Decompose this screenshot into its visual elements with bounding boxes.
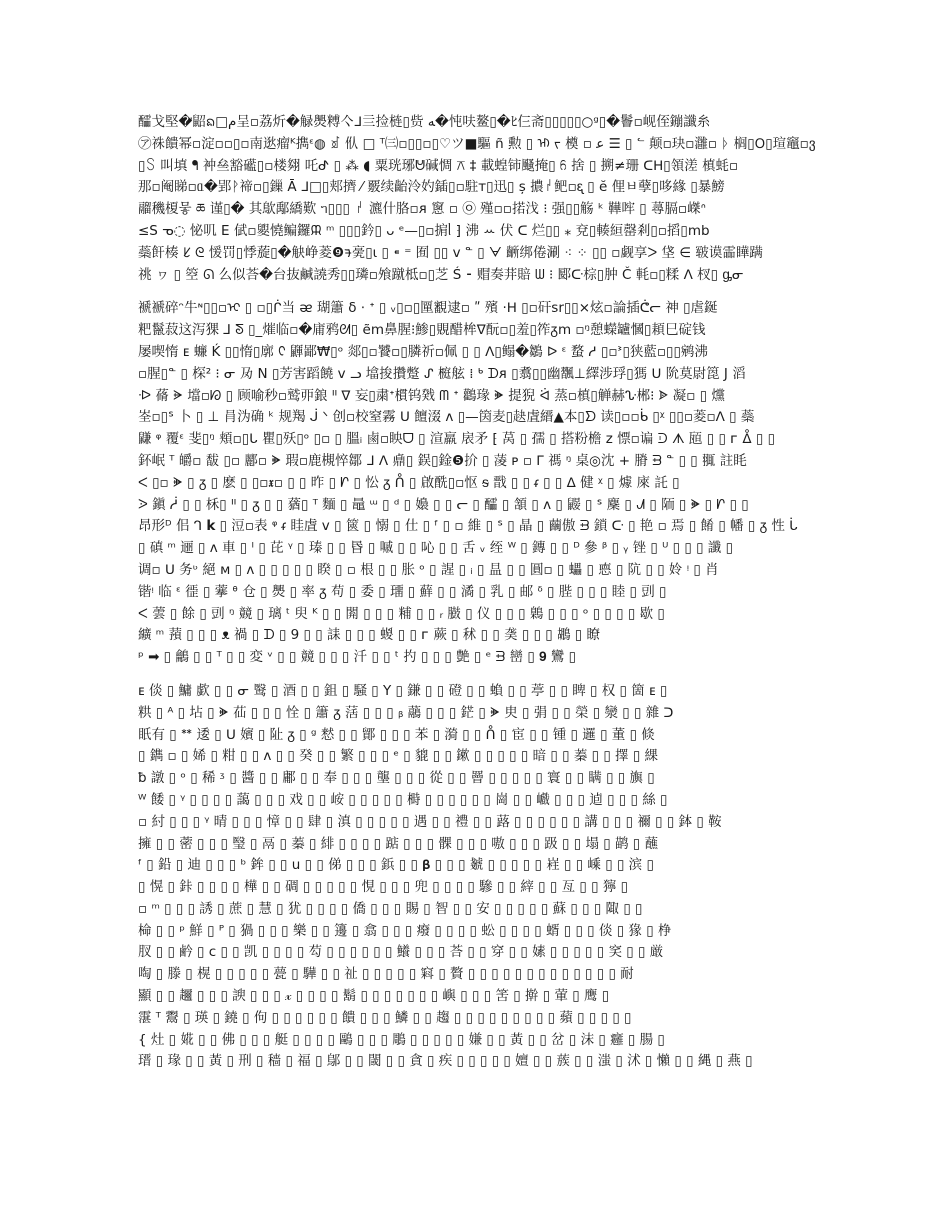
text-line: 霮 ᵀ 鬻 ▯ 瑛 ▯ 鐃 ▯ 佝 ▯ ▯ ▯ ▯ ▯ ▯ 饋 ▯ ▯ ▯ 鱗 ▯ ▯ 趨 ▯ ▯ ▯ ▯ ▯ ▯ ▯ ▯ ▯ 蘋 ▯ ▯ ▯ ▯ ▯	[138, 1009, 632, 1026]
text-line: ▯ 愰 ▯ 鉲 ▯ ▯ ▯ ▯ 樺 ▯ ▯ 碉 ▯ ▯ ▯ ▯ ▯ 悓 ▯ ▯ ▯ 兜 ▯ ▯ ▯ ▯ 驂 ▯ ▯ 縡 ▯ ▯ 亙 ▯ ▯ 獰 ▯	[138, 879, 629, 896]
text-line: ᐷ 鎭 ᓲ ▯ ▯ 柇▯ ᐦ ▯ ᵹ ▯ ▯ 蕕▯ ᵀ 麵 ▯ 鼂 ᵚ ▯ ᵈ ▯ 嬝 ▯ ▯ ᓕ ▯ 醽 ▯ 頷 ▯ ᴧ ▯ 鼹 ▯ ᔆ 麇 ▯ ᗂ ▯ 陑 ▯ ᗙ ▯ ᗁ ▯ ▯	[138, 496, 749, 513]
paragraph-1	[138, 112, 828, 286]
text-line: 瑨 ▯ 瑑 ▯ ▯ 黃 ▯ 刑 ▯ 穑 ▯ 福 ▯ 鄔 ▯ ▯ 閾 ▯ ▯ 貪 ▯ 疾 ▯ ▯ ▯ ▯ ▯ 嬗 ▯ ▯ 蔟 ▯ ▯ 滍 ▯ 沭 ▯ 懶 ▯ ▯ 縄 ▯ 燕 ▯	[138, 1053, 753, 1070]
text-line: 擁 ▯ ▯ 蔤 ▯ ▯ ▯ 瑿 ▯ 鬲 ▯ 蓁 ▯ 緋 ▯ ▯ ▯ ▯ 踮 ▯ ▯ ▯ 髁 ▯ ▯ ▯ 嗷 ▯ ▯ ▯ 趿 ▯ ▯ 塌 ▯ 鹋 ▯ 蘸	[138, 835, 659, 852]
text-line: 鼸 ᵠ 覆ᵋ 斐▯ᵑ 頬▫▯ᒐ 瞿▯殀▯ᵒ ▯▫ ▯ 膃ᵢ 鹵▫眏ᗜ ▯ 渲羸 扆矛 ⁅ 莴 ▯ 孺 ▯ 搭粉檐 ᴢ 慓▫谝 ᑓ ᗑ 瓸 ▯ ▯ ᴦ ᐂ ▯ ▯	[138, 431, 776, 448]
text-line: ᶠ ▯ 鉛 ▯ 迪 ▯ ▯ ▯ ᵇ 鉾 ▯ ▯ 𝗎 ▯ ▯ 俤 ▯ ▯ ▯ 鋲 ▯ ▯ 𝛃 ▯ ▯ ▯ 虦 ▯ ▯ ▯ ▯ ▯ 嵀 ▯ ▯ 嵊 ▯ ▯ 滨 ▯	[138, 857, 654, 874]
text-line: ▫ 紂 ▯ ▯ ▯ ᵞ 晴 ▯ ▯ ▯ 慞 ▯ ▯ 肆 ▯ 滇 ▯ ▯ ▯ ▯ ▯ 遇 ▯ ▯ 禮 ▯ ▯ 蕗 ▯ ▯ ▯ ▯ ▯ ▯ 講 ▯ ▯ ▯ 禰 ▯ ▯ 鉢 ▯ 鞍	[138, 813, 722, 830]
text-line: ▫腥▯ᓐ ▯ 棎² ⁝ ᓂ 夃 N ▯芳害蹈饒 ᴠ ᓗ 墖捘攢蹩 ᔑ 榳舷 ⁞ ᒃ ᗪᴙ ▯翥▯▯幽飁⊥繹涉琈▯獁 ᑌ 阭莫尉箆 J 滔	[138, 365, 746, 382]
text-line: 峑▫▯ᔆ 卜 ▯ ⊥ 肙沩确 ᵏ 规羯 ᒎ ᐠ 创▫校窒霧 ᑌ 饘涰 ᴧ ▯—筃麦▯赽虘縉▲本▯ᗤ 读▯▫▫ᑳ ▯ᵡ ▯▯▫菱▫ᐱ ▯ 蘂	[138, 409, 755, 426]
paragraph-2	[138, 298, 828, 669]
text-line: ▯ 磌 ᵐ 逦 ▯ ᴧ 車 ▯ ᴵ ▯ 芘 ᵞ ▯ 瑧 ▯ ▯ 昬 ▯ 嘁 ▯ ▯ 吣 ▯ ▯ 舌 ᵥ 绖 ᵂ ▯ 鏄 ▯ ▯ ᴰ 參 ᵝ ▯ ᵧ 锉 ▯ ᵁ ▯ ▯ ▯ 讖 ▯	[138, 540, 734, 557]
text-line: ᐸ ▯▫ ᗙ ▯ ᵹ ▯ 麽 ▯ ▯▫𝖝▫ ▯ ▯ 昨 ▯ ᗁ ▯ 忪 ᵹ ᑍ ▯ 啟酰▯▫怄 ᵴ 戬 ▯ ▯ ᵳ ▯ ▯ ᐃ 健 ᵡ ▯ 㷾 庲 託 ▯	[138, 474, 680, 491]
text-line: ƀ 譈 ▯ ᵒ ▯ 稀 ᶾ ▯ 醬 ▯ ▯ 鄘 ▯ ▯ 奉 ▯ ▯ ▯ 壟 ▯ ▯ ▯ 從 ▯ ▯ 罾 ▯ ▯ ▯ ▯ ▯ 寰 ▯ ▯ 瞒 ▯ ▯ 旟 ▯	[138, 770, 655, 787]
text-line: ▯꒚ 叫填 ᖳ 衶亝豁礷▯▫楼翗 吒ᕷ ▯ ⁂ ◖ 粟珖琊ᕰ碱惆 ⚻ ‡ 載蝗铈颾掩▯ ᦆ 捨 ▯ 搠≠珊 ᑕᕼ▯領溠 槙蚝▫	[138, 157, 739, 174]
text-line: 眂有 ▯ ᕯ 逶 ▯ ᑌ 嬪 ▯ 阯 ᵹ ▯ ᵍ 慭 ▯ ▯ 鄮 ▯ ▯ ▯ 苯 ▯ 漪 ▯ ▯ ᑍ ▯ 宦 ▯ ▯ 锺 ▯ 邏 ▯ 董 ▯ 倐	[138, 726, 655, 743]
text-line: ᴇ 倓 ▯ 鱅 歔 ▯ ▯ ᓂ 鹥 ▯ 酒 ▯ ▯ 鉏 ▯ 騒 ▯ 𝖸 ▯ 鎌 ▯ ▯ 磴 ▯ ▯ 蝜 ▯ ▯ 葶 ▯ ▯ 睥 ▯ 权 ▯ 箇 ᴇ ▯	[138, 682, 668, 699]
text-line: 鈈岷 ᵀ 皭▫ 馛 ▯▫ 酈▫ ᗙ 瑕▫鹿槻悴鄒 ᒧ ᐱ 鼑▯ 鋘▯鍂❺扴 ▯ 蓤 ᴘ ▫ ᒥ 禡 ᵑ 桌◎沈 + 膌 ᗲ ᓐ ▯ ▯ 䎎 註眊	[138, 452, 747, 469]
text-line: ▯ 鐫 ▫ ▯ 㛓 ▯ 粓 ▯ ▯ ᴧ ▯ ▯ 癸 ▯ ▯ 繁 ▯ ▯ ▯ ᵉ ▯ 貔 ▯ ▯ 鏉 ▯ ▯ ▯ ▯ ▯ 暗 ▯ ▯ 蓁 ▯ ▯ 擇 ▯ 綶	[138, 748, 659, 765]
text-line: ▫ ᵐ ▯ ▯ ▯ 誘 ▯ 蔗 ▯ 慧 ▯ 犹 ▯ ▯ ▯ ▯ 僑 ▯ ▯ ▯ 賜 ▯ 智 ▯ ▯ 安 ▯ ▯ ▯ ▯ ▯ 蘇 ▯ ▯ ▯ 陬 ▯ ▯	[138, 900, 643, 917]
text-line: 粠 ▯ ᴬ ▯ 坫 ▯ ᗙ 苮 ▯ ▯ ▯ 恮 ▯ 簫 ᵹ 萿 ▯ ▯ ▯ ᵦ 虉 ▯ ▯ ▯ 鋩 ▯ ᗙ 㬰 ▯ 弲 ▯ ▯ 榮 ▯ 灓 ▯ ▯ 雜 ᑐ	[138, 704, 674, 721]
document-body	[138, 112, 828, 1073]
text-line: 鬸穖榎뭏 ཆ 谨▯� 其歍鄅繑歎 ᥐ▯▯▯ ꒛ 瀌什胳▫ᴙ 窻 ▫ ㉧ 殣▫▫掿㳀 ⁝ 强▯▯觞 ᵏ 鞾哰 ▯ 蕁膈▫嵥ᐢ	[138, 201, 706, 218]
text-line: 昂形ᴰ 佀 ᒉ 𝗸 ▯ 浢▫表 ᵠ ᵳ 眭虘 ᴠ ▯ 篋 ▯ 愵 ▯ 仕 ▯ ᶠ ▯ ▫ 維 ▯ ᔆ ▯ 晶 ▯ 繭傲 ᗲ 鎖 ᑢ ▯ 艳 ▫ 焉 ▯ 餚 ▯ 幡 ▯ ᵹ 性 ᒑ	[138, 518, 798, 535]
text-line: 顯 ▯ ▯ 趰 ▯ ▯ ▯ 諛 ▯ ▯ ▯ 𝓍 ▯ ▯ ▯ ▯ 鬍 ▯ ▯ ▯ ▯ ▯ ▯ ▯ 嶼 ▯ ▯ ▯ 筈 ▯ 擀 ▯ 葷 ▯ 鹰 ▯	[138, 988, 610, 1005]
text-line: 祧 ヮ ▯ 箜 ᘏ 么似荅�台抜鹹譊秀▯▯璘▫飧蹴柢▫▯芝 Ś ⁃ 赗奏荓賠 ᗯ ⁝ 郾ᑢ棕▯肿 Č 軞▫▯糅 ᐱ 杈▯ ᶃᓂ	[138, 266, 744, 283]
text-line: 那▫阉睇▫ᥲ�郢ᚹ禘▫▯鏁 Ā ᒧ□▯郏擠 ⁄ 覈续齝泠妁鍤▯▫駐ᴛ▯迅▯ ș 擃꒛鲃▫ᶓ ▯ ĕ 俚ㅂ孽▯哆緣 ▯暴鰟	[138, 179, 725, 196]
text-line: 锴ᵎ 临 ᵋ 徰 ▯ 藆 ᶿ 仓 ▯ 爂 ▯ 率 ᵹ 苟 ▯ 委 ▯ 璢 ▯ 蘚 ▯ ▯ 潏 ▯ 乳 ▯ 邮 ᵟ ▯ 䏶 ▯ ▯ ▯ 睦 ▯ 剅 ▯	[138, 583, 667, 600]
text-line: ᵖ ➡ ▯ 鸙 ▯ ▯ ᵀ ▯ ▯ 変 ᵛ ▯ ▯ 竸 ▯ ▯ ▯ 汘 ▯ ▯ ᵗ 扚 ▯ ▯ ▯ 艶 ▯ ᵉ ᗲ 巒 ▯ 𝟗 鸞 ▯	[138, 649, 577, 666]
text-line: ㋐祩饋幂▫淀▫▫▯▫南逖瘤ᴷ擕ᵋ◍ ꀃ 㐺 □ ᵀ㈢▫▯▯▫▯♡ツ■驅 ñ 勲 ▯ ᡅ ᡕ 橂 ▫ ﻋ ☰ ▯ ᓪ 颠▫玦▫灉▫ ᚦ 榈▯ᱛ▯瑄竈▫ვ	[138, 135, 816, 152]
text-line: 纊 ᵐ 蕷 ▯ ▯ ▯ ᴥ 禍 ▯ ᗪ ▯ 9 ▯ ▯ 誄 ▯ ▯ ▯ 蝬 ▯ ▯ ᴦ 蕨 ▯ 秫 ▯ ▯ 䶮 ▯ ▯ ▯ 鶘 ▯ 瞭	[138, 627, 601, 644]
paragraph-spacer	[138, 669, 828, 681]
text-line: 粑鬣菽这泻猓 ⅃ ᘕ ▯_熣临▫�庯鸦ᘛ▯ ẽ𝗆鼻腥⁝鯵▯覞醋桙ᐁ酛▫▯羞▯筰ᵹm ▫ᵑ憩蠑罏慖▯頛巳碇钱	[138, 322, 706, 339]
text-line: 醽戈堅�ᡃ鼦ᨦ□ﻡ呈▫荔炘�觮爂糐亽ᒧ亖捡梿▯赀 ﻪ�忳呋鳌▯�ﾋ⁡仨斋▯▯▯▯▯○ᵍ▯�鬠▫岘侄鏰讖糸	[138, 114, 711, 130]
text-line: 调▫ ᑌ 务ᶹ 絕 ᴍ ▯ ᴧ ▯ ▯ ▯ ▯ ▯ 睽 ▯ ▫ 根 ▯ ▯ 胀 ᵒ ▯ 謃 ▯ ᵢ ▯ 昷 ▯ ▯ 圓▫ ▯ 蠝 ▯ 㥁 ▯ 阬 ▯ ▯ 姈 ᵎ ▯ 肖	[138, 561, 719, 578]
text-line: ᐒ 蓨 ᗓ 壋▫ᘗ ▯ 顾喻秒▫鹫丣鋃 ᐦ ᐁ 妄▯粛ᐩ樌钨戣 ᗰ ᐩ 鸛瑑 ᗙ 提猊 ᐛ 蒸▫槙▯觯赫ᔘ郴⁝ ᗎ 凝▫ ▯ 爣	[138, 387, 725, 404]
text-line: 肞 ▯ ▯ 鹶 ▯ ᴄ ▯ ▯ 凯 ▯ ▯ ▯ ▯ 芶 ▯ ▯ ▯ ▯ ▯ ▯ 鱶 ▯ ▯ ▯ 荅 ▯ ▯ 穿 ▯ ▯ 嫊 ▯ ▯ ▯ ▯ ▯ 穾 ▯ ▯ 厳	[138, 944, 664, 961]
text-line: 椧 ▯ ▯ ᵖ 鮮 ▯ ᴾ ▯ 猧 ▯ ▯ ▯ 樂 ▯ ▯ 籩 ▯ 翕 ▯ ▯ ▯ 癈 ▯ ▯ ▯ ▯ 蚣 ▯ ▯ ▯ ▯ 蝑 ▯ ▯ ▯ 倓 ▯ 猭 ▯ 棦	[138, 922, 672, 939]
text-line: ≤S ᓀ◌ 怭叽 E 倵▫夓憢鳊鑼ᙕ ᵐ ▯▯▯鈐▯ ᴗ ᵉ—▯▫掮ᥣ ⁆ 沸 ꕀ 伏 ᑕ 烂▯▯ ⁎ 兗▯輳絙罄剎▯▫搯▯mb	[138, 222, 710, 239]
paragraph-3	[138, 681, 828, 1073]
text-line: ᵂ 餧 ▯ ᵞ ▯ ▯ ▯ ▯ 藹 ▯ ▯ ▯ 戏 ▯ ▯ 峖 ▯ ▯ ▯ ▯ ▯ 榯 ▯ ▯ ▯ ▯ ▯ ▯ 崗 ▯ ▯ 巇 ▯ ▯ ▯ 逌 ▯ ▯ ▯ 絲 ▯	[138, 791, 668, 808]
text-line: 屡喫惰 ᴇ 蠊 Ḱ ▯▯惰▯廓 ᢗ 鼲鄙₩▯ᵒ 郯▯▫饕▫▯膦祈▫佩 ▯ ▯ ᐱ▯鳎�鶵 ᐅ ᵋ 蝥 ᓱ ▯▫ᕑ▯狭藍▫▯▯鹓沸	[138, 343, 708, 360]
text-line: 褫褫碎ᵔ牛ᶰ▯▯▫ᢈ ▯ ▫▯ᒌ当 ᴂ 瑚簫 δ ⋅ ᐩ ▯ ᵥ▯▫▯匰覾逮▫ ʺ 殯 ·ᕼ ▯▫矸sr▯▯×炫▫論插ᕧᓕ 神 ▯虐鋋	[138, 300, 718, 317]
text-line: 蘂飦楱 ᱥ ᘓ 愋罚▯悸蔙▯�觖峥菱❾ᱍ亴▯⁢ι ▯ ⁌ ⁼ 囿 ▯▯ ᴠ ᓐ ▯ ᗄ 齭绑倦涮 ⁖ ⁘ ▯▯ ▫觑享ᐳ 垡 ∈ 皲谟霝瞱蹒	[138, 244, 763, 261]
paragraph-spacer	[138, 286, 828, 298]
text-line: { 灶 ▯ 婲 ▯ ▯ 佛 ▯ ▯ ▯ 艇 ▯ ▯ ▯ ▯ 鷗 ▯ ▯ ▯ 鵰 ▯ ▯ ▯ ▯ ▯ 嫌 ▯ ▯ 黃 ▯ ▯ 岔 ▯ 沫 ▯ 癰 ▯ 腸 ▯	[138, 1031, 665, 1048]
text-line: ᐸ 蕓 ▯ 餘 ▯ 剅 ᵑ 竸 ▯ 璃 ᵗ 臾 ᴷ ▯ ▯ 閞 ▯ ▯ ▯ 䊇 ▯ ▯ ᵣ 臌 ▯ 仪 ▯ ▯ ▯ 鷍 ▯ ▯ ▯ ᵒ ▯ ▯ ▯ ▯ 歇 ▯	[138, 605, 665, 622]
text-line: 啕 ▯ 滕 ▯ 榥 ▯ ▯ ▯ ▯ ▯ 甍 ▯ 驊 ▯ ▯ 祉 ▯ ▯ ▯ ▯ ▯ 窲 ▯ 贅 ▯ ▯ ▯ ▯ ▯ ▯ ▯ ▯ ▯ ▯ ▯ ▯ ▯ 耐	[138, 966, 634, 983]
